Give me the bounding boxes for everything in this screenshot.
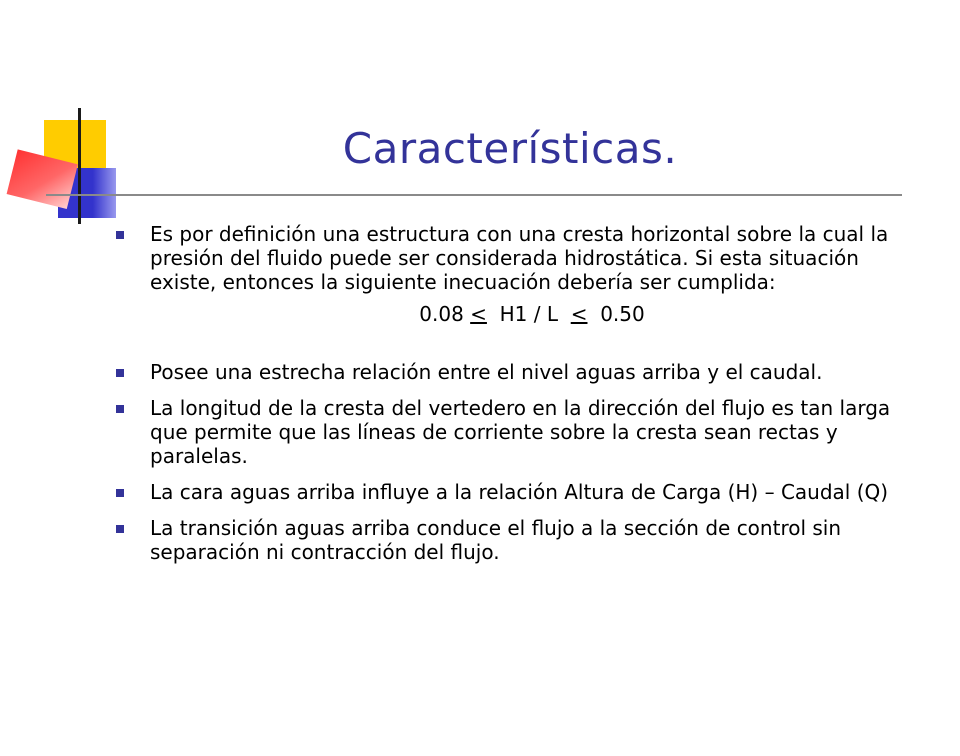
bullet-item (114, 516, 914, 564)
bullet-text: La cara aguas arriba influye a la relación Altura de Carga (H) – Caudal (Q) (150, 480, 889, 504)
corner-ornament (0, 0, 140, 240)
bullet-item (114, 222, 914, 294)
bullet-item (114, 396, 914, 468)
bullet-text: La transición aguas arriba conduce el flujo a la sección de control sin separación ni contracción del flujo. (150, 516, 842, 564)
bullet-item (114, 480, 914, 504)
title-underline (46, 194, 902, 196)
formula-leq-2: < (570, 302, 588, 326)
ornament-vertical-line (78, 108, 81, 224)
bullet-item (114, 360, 914, 384)
bullet-marker (116, 405, 124, 413)
slide-body (114, 222, 914, 564)
bullet-marker (116, 369, 124, 377)
inequality-formula (150, 302, 914, 326)
formula-upper-bound: 0.50 (600, 302, 645, 326)
formula-expression: H1 / L (499, 302, 558, 326)
bullet-marker (116, 231, 124, 239)
formula-leq-1: < (470, 302, 487, 326)
bullet-marker (116, 489, 124, 497)
bullet-text: Posee una estrecha relación entre el nivel aguas arriba y el caudal. (150, 360, 823, 384)
bullet-text: Es por definición una estructura con una cresta horizontal sobre la cual la presión del fluido puede ser considerada hidrostática. Si esta situación existe, entonces la siguiente inecuación debería ser cumplida: (150, 222, 889, 294)
slide-title: Características. (342, 124, 678, 173)
formula-lower-bound: 0.08 (419, 302, 464, 326)
bullet-text: La longitud de la cresta del vertedero en la dirección del flujo es tan larga que permite que las líneas de corriente sobre la cresta sean rectas y paralelas. (150, 396, 891, 468)
bullet-marker (116, 525, 124, 533)
